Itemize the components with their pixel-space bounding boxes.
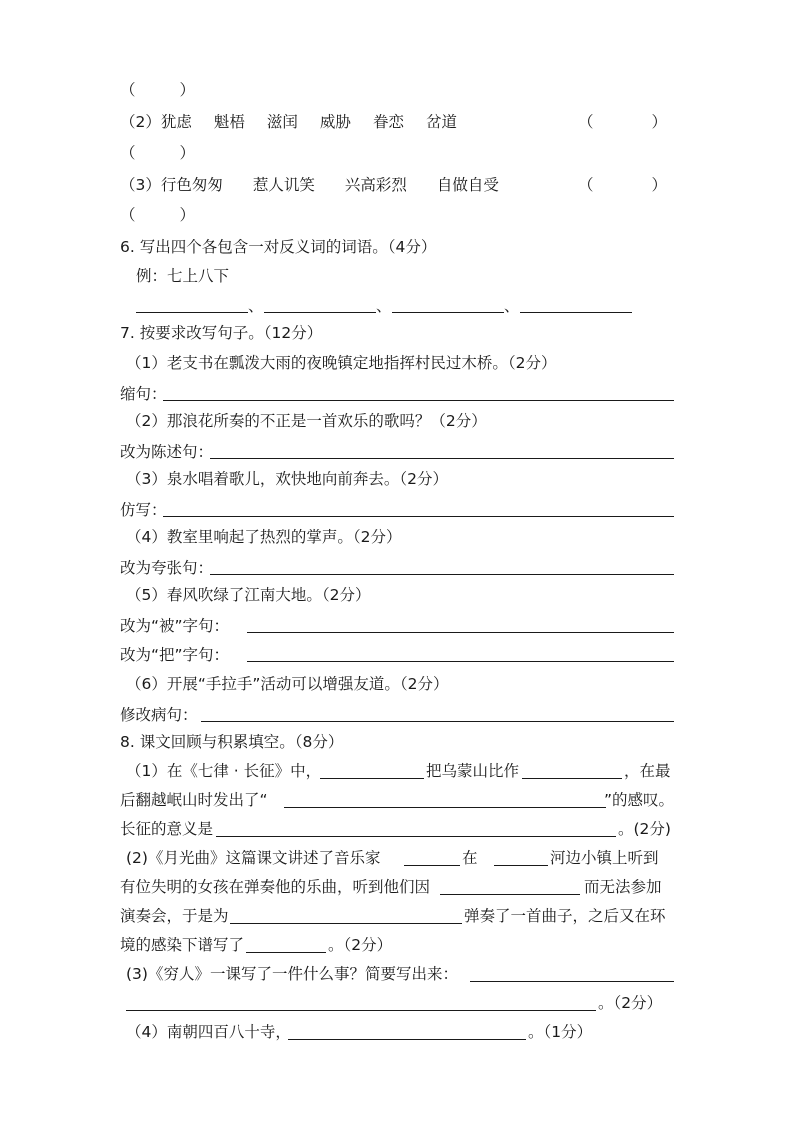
word: 眷恋: [372, 113, 404, 131]
q8-blank-10[interactable]: [470, 981, 674, 982]
separator: 、: [248, 297, 264, 315]
q8-p2-f: 演奏会，于是为: [120, 907, 229, 925]
q5-item-2-answer-paren[interactable]: （ ）: [578, 113, 668, 131]
word: 兴高彩烈: [344, 176, 407, 194]
q8-blank-8[interactable]: [230, 923, 462, 924]
q7-label-1: 缩句：: [120, 385, 167, 403]
q8-blank-7[interactable]: [440, 894, 580, 895]
q8-p2-c: 河边小镇上听到: [550, 849, 659, 867]
q7-answer-4[interactable]: [210, 574, 674, 575]
q7-answer-2[interactable]: [210, 458, 674, 459]
q7-answer-5a[interactable]: [247, 632, 674, 633]
q8-p2-i: 。（2分）: [328, 936, 393, 954]
q8-blank-3[interactable]: [284, 807, 606, 808]
q8-blank-9[interactable]: [246, 952, 326, 953]
q8-blank-11[interactable]: [126, 1010, 596, 1011]
q8-p1-e: ”的感叹。: [604, 791, 675, 809]
q5-answer-paren-1[interactable]: （ ）: [120, 81, 196, 99]
q5-item-3-answer-paren[interactable]: （ ）: [578, 176, 668, 194]
q8-blank-12[interactable]: [288, 1039, 526, 1040]
q6-blank-4[interactable]: [520, 312, 632, 313]
q7-label-3: 仿写：: [120, 501, 167, 519]
word: 自做自受: [436, 176, 499, 194]
q5-item-3: （3）行色匆匆 惹人讥笑 兴高彩烈 自做自受: [120, 176, 499, 194]
q6-blank-3[interactable]: [392, 312, 504, 313]
q8-blank-4[interactable]: [216, 836, 616, 837]
word: 岔道: [425, 113, 457, 131]
q7-answer-6[interactable]: [201, 721, 674, 722]
q8-blank-6[interactable]: [494, 865, 548, 866]
q6-title: 6. 写出四个各包含一对反义词的词语。（4分）: [120, 238, 437, 256]
q8-blank-1[interactable]: [320, 778, 424, 779]
q6-blank-2[interactable]: [264, 312, 376, 313]
q8-p2-a: (2)《月光曲》这篇课文讲述了音乐家: [126, 849, 381, 867]
q8-p2-g: 弹奏了一首曲子，之后又在环: [464, 907, 666, 925]
q8-p2-h: 境的感染下谱写了: [120, 936, 245, 954]
q8-title: 8. 课文回顾与积累填空。（8分）: [120, 733, 344, 751]
separator: 、: [504, 297, 520, 315]
q7-answer-3[interactable]: [163, 516, 674, 517]
q5-item-2: （2）犹虑 魁梧 滋闰 威胁 眷恋 岔道: [120, 113, 457, 131]
q8-p1-f: 长征的意义是: [120, 820, 214, 838]
q7-label-2: 改为陈述句：: [120, 443, 214, 461]
q6-blank-1[interactable]: [136, 312, 248, 313]
q7-label-5a: 改为“被”字句：: [120, 617, 230, 635]
q7-sentence-5: （5）春风吹绿了江南大地。（2分）: [126, 586, 371, 604]
word: 威胁: [319, 113, 351, 131]
q8-p2-d: 有位失明的女孩在弹奏他的乐曲，听到他们因: [120, 878, 431, 896]
q7-label-5b: 改为“把”字句：: [120, 646, 230, 664]
word: 滋闰: [266, 113, 298, 131]
q8-p1-d: 后翻越岷山时发出了“: [120, 791, 268, 809]
word: 魁梧: [213, 113, 245, 131]
q8-p2-e: 而无法参加: [584, 878, 662, 896]
q8-blank-5[interactable]: [404, 865, 460, 866]
separator: 、: [376, 297, 392, 315]
q8-p3-a: (3)《穷人》一课写了一件什么事？简要写出来：: [126, 965, 458, 983]
q8-blank-2[interactable]: [522, 778, 622, 779]
q7-sentence-3: （3）泉水唱着歌儿，欢快地向前奔去。（2分）: [126, 470, 448, 488]
q7-title: 7. 按要求改写句子。（12分）: [120, 324, 323, 342]
q8-p4-a: （4）南朝四百八十寺，: [126, 1023, 291, 1041]
q5-answer-paren-3[interactable]: （ ）: [120, 206, 196, 224]
word: 行色匆匆: [160, 176, 223, 194]
q7-label-6: 修改病句：: [120, 706, 198, 724]
q6-example: 例：七上八下: [136, 267, 230, 285]
q7-answer-1[interactable]: [163, 400, 674, 401]
q8-p4-b: 。（1分）: [528, 1023, 593, 1041]
q7-answer-5b[interactable]: [247, 661, 674, 662]
word: 犹虑: [160, 113, 192, 131]
q7-sentence-6: （6）开展“手拉手”活动可以增强友道。（2分）: [126, 675, 449, 693]
q7-label-4: 改为夸张句：: [120, 559, 214, 577]
q8-p3-b: 。（2分）: [598, 994, 663, 1012]
q7-sentence-4: （4）教室里响起了热烈的掌声。（2分）: [126, 528, 402, 546]
word: 惹人讥笑: [252, 176, 315, 194]
q8-p1-c: ，在最: [624, 762, 671, 780]
q7-sentence-1: （1）老支书在瓢泼大雨的夜晚镇定地指挥村民过木桥。（2分）: [126, 354, 557, 372]
q7-sentence-2: （2）那浪花所奏的不正是一首欢乐的歌吗？（2分）: [126, 412, 487, 430]
q5-answer-paren-2[interactable]: （ ）: [120, 144, 196, 162]
q8-p1-g: 。(2分): [618, 820, 671, 838]
q8-p2-b: 在: [462, 849, 478, 867]
q8-p1-a: （1）在《七律 · 长征》中，: [126, 762, 322, 780]
q8-p1-b: 把乌蒙山比作: [426, 762, 520, 780]
